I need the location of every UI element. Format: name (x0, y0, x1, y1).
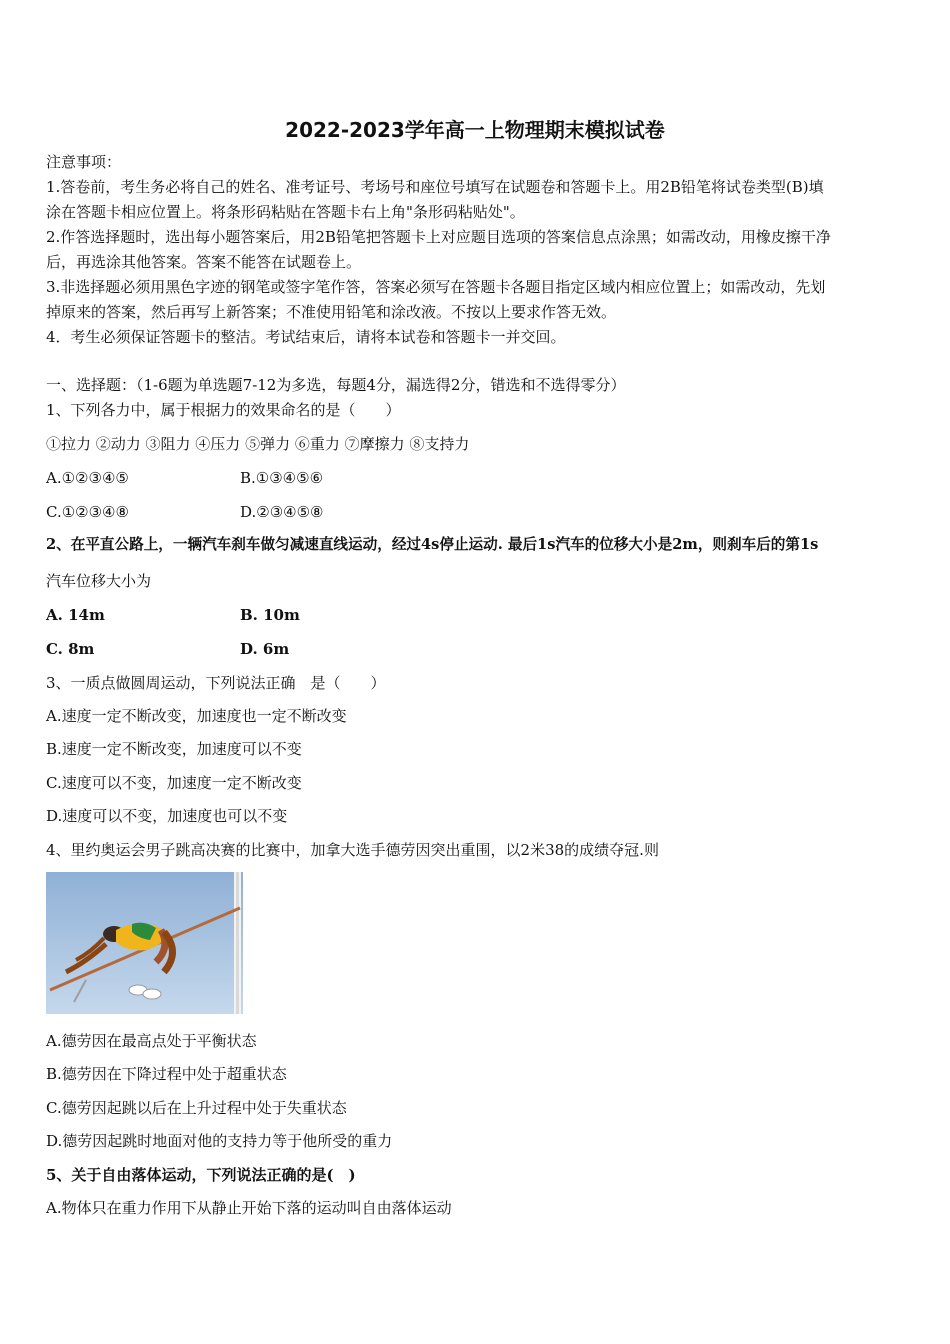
question-5-option-a: A.物体只在重力作用下从静止开始下落的运动叫自由落体运动 (46, 1199, 452, 1217)
notice-heading: 注意事项： (46, 153, 122, 171)
question-5-stem: 5、关于自由落体运动，下列说法正确的是( ) (46, 1166, 356, 1184)
question-3-option-c: C.速度可以不变，加速度一定不断改变 (46, 774, 302, 792)
page-title: 2022-2023学年高一上物理期末模拟试卷 (285, 118, 665, 142)
question-3-option-a: A.速度一定不断改变，加速度也一定不断改变 (46, 707, 347, 725)
notice-line: 涂在答题卡相应位置上。将条形码粘贴在答题卡右上角"条形码粘贴处"。 (46, 203, 525, 221)
question-4-option-d: D.德劳因起跳时地面对他的支持力等于他所受的重力 (46, 1132, 393, 1150)
notice-line: 3.非选择题必须用黑色字迹的钢笔或签字笔作答，答案必须写在答题卡各题目指定区域内相应位置上；如需改动，先划 (46, 278, 826, 296)
notice-line: 后，再选涂其他答案。答案不能答在试题卷上。 (46, 253, 362, 271)
question-2-option-a: A. 14m (46, 606, 105, 624)
question-1-option-b: B.①③④⑤⑥ (240, 469, 324, 487)
question-2-option-d: D. 6m (240, 640, 290, 658)
question-3-stem: 3、一质点做圆周运动，下列说法正确 是（ ） (46, 674, 386, 692)
question-1-items: ①拉力 ②动力 ③阻力 ④压力 ⑤弹力 ⑥重力 ⑦摩擦力 ⑧支持力 (46, 435, 470, 453)
notice-line: 4．考生必须保证答题卡的整洁。考试结束后，请将本试卷和答题卡一并交回。 (46, 328, 566, 346)
notice-line: 1.答卷前，考生务必将自己的姓名、准考证号、考场号和座位号填写在试题卷和答题卡上。用2B铅笔将试卷类型(B)填 (46, 178, 824, 196)
section-heading: 一、选择题：（1-6题为单选题7-12为多选，每题4分，漏选得2分，错选和不选得零分） (46, 376, 626, 394)
notice-line: 掉原来的答案，然后再写上新答案；不准使用铅笔和涂改液。不按以上要求作答无效。 (46, 303, 617, 321)
question-2-option-b: B. 10m (240, 606, 300, 624)
question-2-stem: 2、在平直公路上，一辆汽车刹车做匀减速直线运动，经过4s停止运动. 最后1s汽车的位移大小是2m，则刹车后的第1s (46, 536, 819, 553)
question-2-option-c: C. 8m (46, 640, 95, 658)
question-1-option-c: C.①②③④⑧ (46, 503, 129, 521)
question-1-option-d: D.②③④⑤⑧ (240, 503, 324, 521)
question-4-option-b: B.德劳因在下降过程中处于超重状态 (46, 1065, 287, 1083)
high-jump-photo (46, 872, 243, 1014)
question-4-option-c: C.德劳因起跳以后在上升过程中处于失重状态 (46, 1099, 347, 1117)
question-4-option-a: A.德劳因在最高点处于平衡状态 (46, 1032, 257, 1050)
question-3-option-b: B.速度一定不断改变，加速度可以不变 (46, 740, 302, 758)
question-1-option-a: A.①②③④⑤ (46, 469, 129, 487)
question-2-stem-cont: 汽车位移大小为 (46, 572, 152, 590)
question-3-option-d: D.速度可以不变，加速度也可以不变 (46, 807, 288, 825)
question-1-stem: 1、下列各力中，属于根据力的效果命名的是（ ） (46, 401, 401, 419)
notice-line: 2.作答选择题时，选出每小题答案后，用2B铅笔把答题卡上对应题目选项的答案信息点涂黑；如需改动，用橡皮擦干净 (46, 228, 831, 246)
question-4-stem: 4、里约奥运会男子跳高决赛的比赛中，加拿大选手德劳因突出重围，以2米38的成绩夺冠.则 (46, 841, 659, 859)
